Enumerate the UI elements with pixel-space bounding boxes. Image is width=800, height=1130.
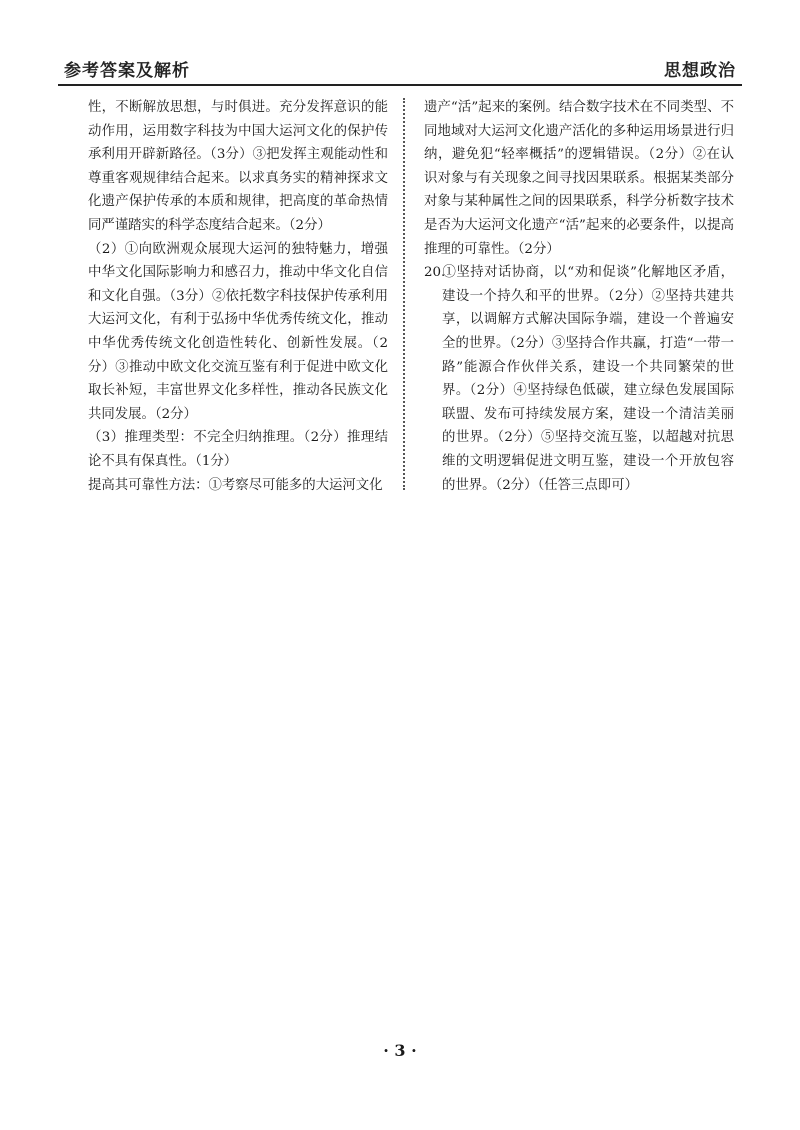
column-divider (403, 98, 405, 490)
answer-paragraph: 性，不断解放思想，与时俱进。充分发挥意识的能动作用，运用数字科技为中国大运河文化的保护传承利用开辟新路径。（3分）③把发挥主观能动性和尊重客观规律结合起来。以求真务实的精神探求文化遗产保护传承的本质和规律，把高度的革命热情同严谨踏实的科学态度结合起来。（2分） (88, 100, 388, 233)
right-column (424, 96, 734, 497)
question-number: 20. (424, 265, 446, 281)
left-column (88, 96, 388, 497)
header-rule (58, 84, 742, 86)
question-20-answer (424, 261, 734, 497)
page-number: · 3 · (383, 1041, 417, 1060)
answer-paragraph: 提高其可靠性方法：①考察尽可能多的大运河文化 (88, 477, 383, 493)
answer-paragraph: （3）推理类型：不完全归纳推理。（2分）推理结论不具有保真性。（1分） (88, 430, 388, 469)
page-header (58, 54, 742, 84)
question-20-text: ①坚持对话协商，以“劝和促谈”化解地区矛盾，建设一个持久和平的世界。（2分）②坚持共建共享，以调解方式解决国际争端，建设一个普遍安全的世界。（2分）③坚持合作共赢，打造“一带一路”能源合作伙伴关系，建设一个共同繁荣的世界。（2分）④坚持绿色低碳，建立绿色发展国际联盟、发布可持续发展方案，建设一个清洁美丽的世界。（2分）⑤坚持交流互鉴，以超越对抗思维的文明逻辑促进文明互鉴，建设一个开放包容的世界。（2分）（任答三点即可） (442, 265, 734, 493)
header-section-title: 参考答案及解析 (64, 61, 190, 81)
answer-paragraph: （2）①向欧洲观众展现大运河的独特魅力，增强中华文化国际影响力和感召力，推动中华文化自信和文化自强。（3分）②依托数字科技保护传承利用大运河文化，有利于弘扬中华优秀传统文化，推动中华优秀传统文化创造性转化、创新性发展。（2分）③推动中欧文化交流互鉴有利于促进中欧文化取长补短，丰富世界文化多样性，推动各民族文化共同发展。（2分） (88, 241, 388, 422)
header-subject-title: 思想政治 (664, 61, 736, 81)
answer-paragraph: 遗产“活”起来的案例。结合数字技术在不同类型、不同地域对大运河文化遗产活化的多种运用场景进行归纳，避免犯“轻率概括”的逻辑错误。（2分）②在认识对象与有关现象之间寻找因果联系。根据某类部分对象与某种属性之间的因果联系，科学分析数字技术是否为大运河文化遗产“活”起来的必要条件，以提高推理的可靠性。（2分） (424, 100, 734, 257)
